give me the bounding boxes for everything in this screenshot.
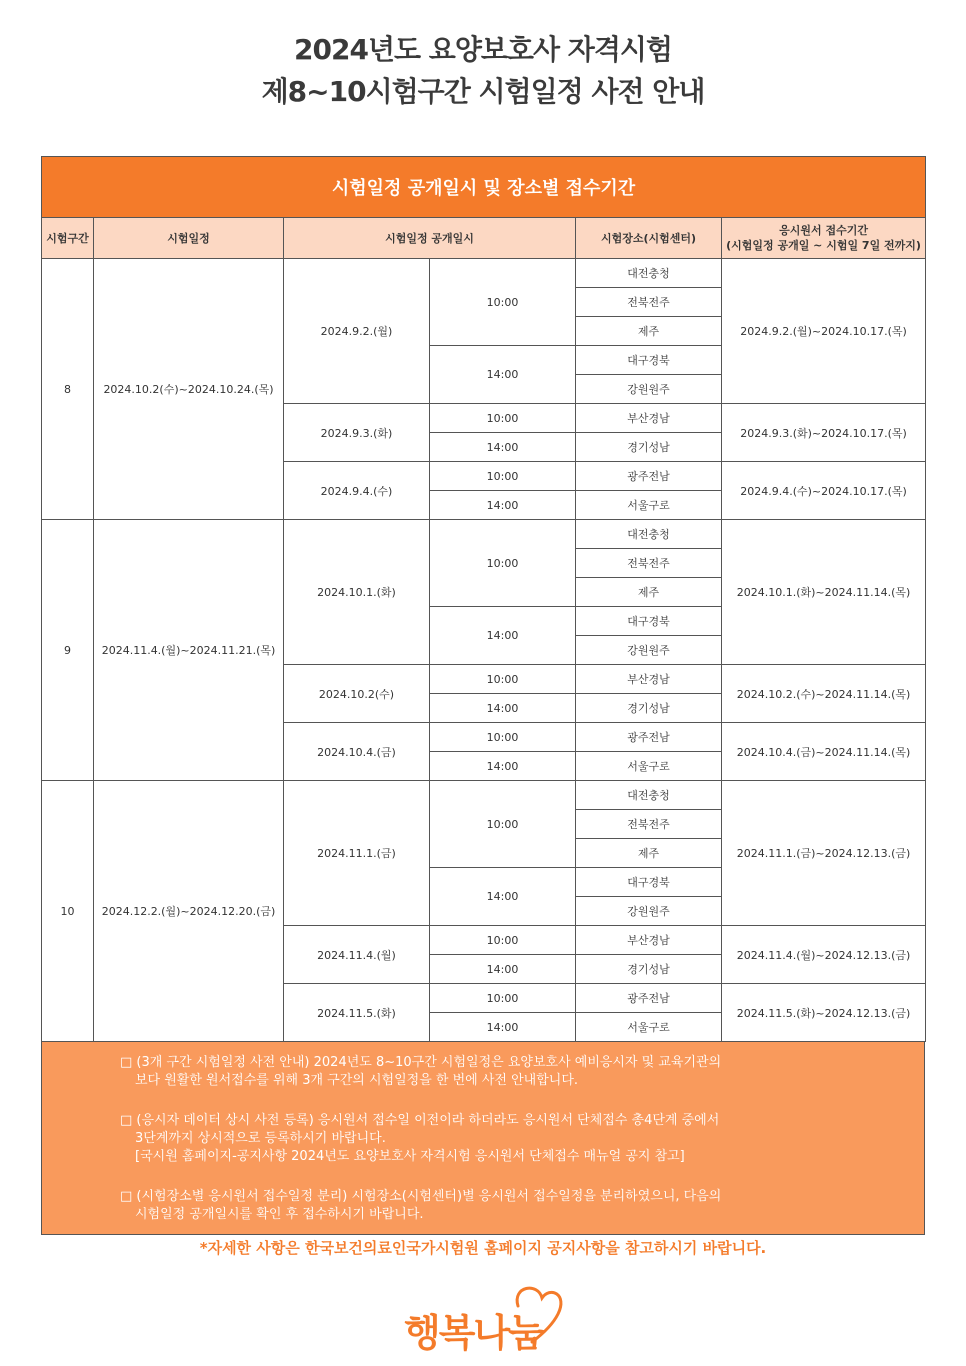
cell-release-time: 10:00	[430, 259, 576, 346]
table-row	[42, 259, 926, 288]
note-2	[120, 1112, 880, 1166]
cell-apply-period: 2024.10.1.(화)~2024.11.14.(목)	[722, 520, 926, 665]
note-3-line2: 시험일정 공개일시를 확인 후 접수하시기 바랍니다.	[135, 1207, 424, 1222]
cell-venue: 대전충청	[576, 259, 722, 288]
cell-schedule: 2024.12.2.(월)~2024.12.20.(금)	[94, 781, 284, 1042]
cell-release-time: 10:00	[430, 984, 576, 1013]
header-apply	[722, 218, 926, 259]
cell-release-date: 2024.10.1.(화)	[284, 520, 430, 665]
cell-venue: 서울구로	[576, 1013, 722, 1042]
cell-venue: 경기성남	[576, 433, 722, 462]
header-release: 시험일정 공개일시	[284, 218, 576, 259]
cell-venue: 광주전남	[576, 462, 722, 491]
cell-release-date: 2024.10.4.(금)	[284, 723, 430, 781]
cell-release-time: 10:00	[430, 926, 576, 955]
cell-apply-period: 2024.11.5.(화)~2024.12.13.(금)	[722, 984, 926, 1042]
cell-venue: 강원원주	[576, 636, 722, 665]
table-row	[42, 781, 926, 810]
cell-release-date: 2024.10.2(수)	[284, 665, 430, 723]
cell-schedule: 2024.10.2(수)~2024.10.24.(목)	[94, 259, 284, 520]
header-period: 시험구간	[42, 218, 94, 259]
cell-release-time: 10:00	[430, 723, 576, 752]
cell-venue: 부산경남	[576, 665, 722, 694]
footer-note: *자세한 사항은 한국보건의료인국가시험원 홈페이지 공지사항을 참고하시기 바랍니다.	[199, 1239, 767, 1257]
cell-venue: 강원원주	[576, 375, 722, 404]
cell-apply-period: 2024.9.4.(수)~2024.10.17.(목)	[722, 462, 926, 520]
cell-venue: 전북전주	[576, 810, 722, 839]
cell-venue: 부산경남	[576, 926, 722, 955]
note-2-line1: □ (응시자 데이터 상시 사전 등록) 응시원서 접수일 이전이라 하더라도 응시원서 단체접수 총4단계 중에서	[120, 1113, 720, 1128]
cell-release-time: 14:00	[430, 955, 576, 984]
header-schedule: 시험일정	[94, 218, 284, 259]
cell-release-date: 2024.9.2.(월)	[284, 259, 430, 404]
cell-venue: 경기성남	[576, 694, 722, 723]
cell-release-time: 14:00	[430, 752, 576, 781]
cell-venue: 제주	[576, 578, 722, 607]
cell-release-time: 14:00	[430, 491, 576, 520]
cell-venue: 서울구로	[576, 752, 722, 781]
cell-period: 9	[42, 520, 94, 781]
note-1-line1: □ (3개 구간 시험일정 사전 안내) 2024년도 8~10구간 시험일정은 요양보호사 예비응시자 및 교육기관의	[120, 1055, 722, 1070]
page-title-line2: 제8~10시험구간 시험일정 사전 안내	[261, 75, 705, 108]
header-apply-line1: 응시원서 접수기간	[779, 224, 868, 237]
page-title-line1: 2024년도 요양보호사 자격시험	[294, 33, 672, 66]
logo-text: 행복나눔	[404, 1311, 543, 1355]
cell-release-date: 2024.11.5.(화)	[284, 984, 430, 1042]
brand-logo	[400, 1280, 570, 1360]
cell-venue: 부산경남	[576, 404, 722, 433]
header-venue: 시험장소(시험센터)	[576, 218, 722, 259]
cell-venue: 대구경북	[576, 607, 722, 636]
cell-venue: 제주	[576, 317, 722, 346]
schedule-table	[41, 156, 926, 1042]
cell-release-date: 2024.11.4.(월)	[284, 926, 430, 984]
notes-box	[41, 1042, 925, 1235]
cell-release-date: 2024.11.1.(금)	[284, 781, 430, 926]
cell-venue: 서울구로	[576, 491, 722, 520]
cell-apply-period: 2024.10.2.(수)~2024.11.14.(목)	[722, 665, 926, 723]
note-2-line2: 3단계까지 상시적으로 등록하시기 바랍니다.	[135, 1131, 386, 1146]
cell-schedule: 2024.11.4.(월)~2024.11.21.(목)	[94, 520, 284, 781]
cell-venue: 전북전주	[576, 288, 722, 317]
cell-release-time: 10:00	[430, 520, 576, 607]
cell-release-time: 14:00	[430, 607, 576, 665]
cell-apply-period: 2024.11.1.(금)~2024.12.13.(금)	[722, 781, 926, 926]
note-3	[120, 1188, 880, 1224]
cell-period: 10	[42, 781, 94, 1042]
cell-release-date: 2024.9.3.(화)	[284, 404, 430, 462]
table-banner: 시험일정 공개일시 및 장소별 접수기간	[42, 157, 926, 218]
note-1	[120, 1054, 880, 1090]
cell-apply-period: 2024.9.2.(월)~2024.10.17.(목)	[722, 259, 926, 404]
cell-release-date: 2024.9.4.(수)	[284, 462, 430, 520]
cell-venue: 대구경북	[576, 346, 722, 375]
cell-release-time: 10:00	[430, 462, 576, 491]
cell-apply-period: 2024.9.3.(화)~2024.10.17.(목)	[722, 404, 926, 462]
cell-venue: 대전충청	[576, 781, 722, 810]
cell-release-time: 14:00	[430, 433, 576, 462]
cell-venue: 경기성남	[576, 955, 722, 984]
schedule-table-body	[42, 259, 926, 1042]
cell-release-time: 14:00	[430, 346, 576, 404]
cell-period: 8	[42, 259, 94, 520]
note-3-line1: □ (시험장소별 응시원서 접수일정 분리) 시험장소(시험센터)별 응시원서 접수일정을 분리하였으니, 다음의	[120, 1189, 722, 1204]
cell-venue: 대전충청	[576, 520, 722, 549]
schedule-table-wrapper	[41, 156, 925, 1235]
cell-apply-period: 2024.10.4.(금)~2024.11.14.(목)	[722, 723, 926, 781]
cell-release-time: 10:00	[430, 665, 576, 694]
note-2-line3: [국시원 홈페이지-공지사항 2024년도 요양보호사 자격시험 응시원서 단체접수 매뉴얼 공지 참고]	[135, 1149, 685, 1164]
cell-release-time: 10:00	[430, 781, 576, 868]
cell-venue: 제주	[576, 839, 722, 868]
cell-venue: 광주전남	[576, 723, 722, 752]
cell-venue: 광주전남	[576, 984, 722, 1013]
cell-venue: 전북전주	[576, 549, 722, 578]
table-row	[42, 520, 926, 549]
note-1-line2: 보다 원활한 원서접수를 위해 3개 구간의 시험일정을 한 번에 사전 안내합니다.	[135, 1073, 579, 1088]
cell-apply-period: 2024.11.4.(월)~2024.12.13.(금)	[722, 926, 926, 984]
header-apply-line2: (시험일정 공개일 ~ 시험일 7일 전까지)	[726, 239, 921, 252]
cell-venue: 강원원주	[576, 897, 722, 926]
cell-release-time: 10:00	[430, 404, 576, 433]
cell-venue: 대구경북	[576, 868, 722, 897]
cell-release-time: 14:00	[430, 1013, 576, 1042]
cell-release-time: 14:00	[430, 694, 576, 723]
cell-release-time: 14:00	[430, 868, 576, 926]
